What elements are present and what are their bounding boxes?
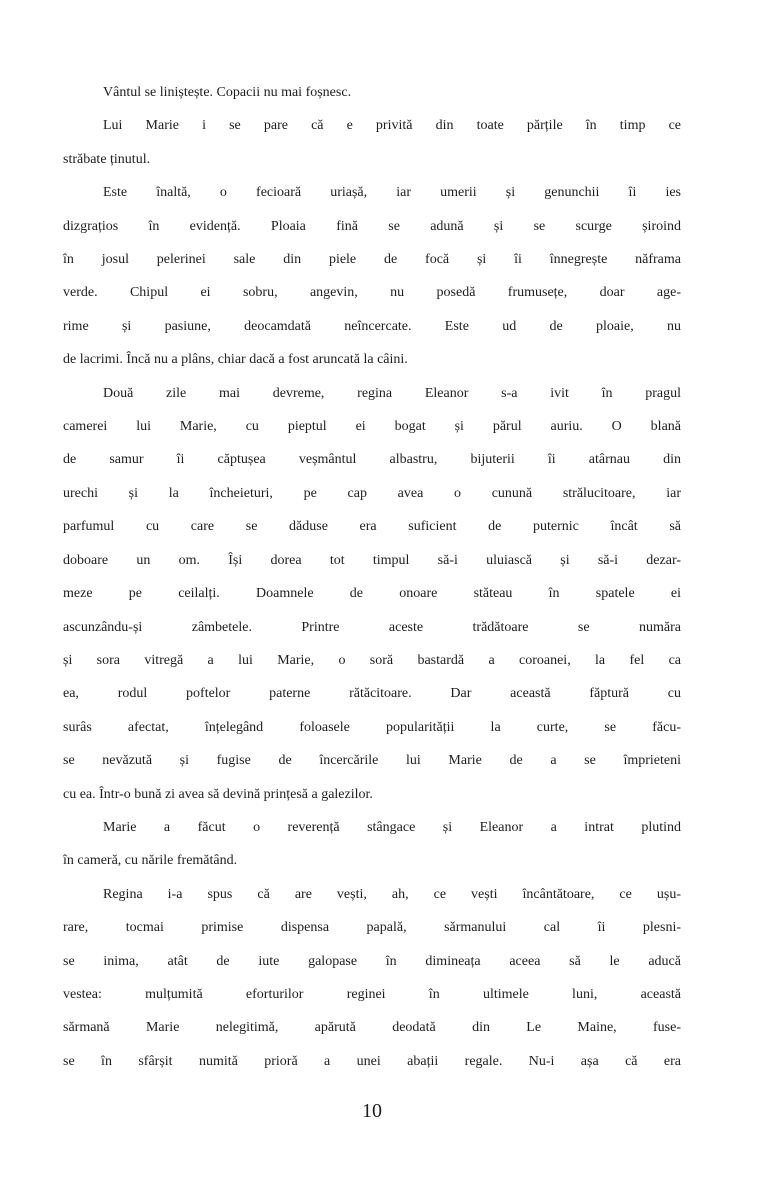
text-line: meze pe ceilalți. Doamnele de onoare stăteau în spatele ei [63, 586, 681, 602]
text-line: ea, rodul poftelor paterne rătăcitoare. Dar această făptură cu [63, 686, 681, 702]
text-line: cu ea. Într-o bună zi avea să devină prințesă a galezilor. [63, 786, 373, 802]
text-line: rime și pasiune, deocamdată neîncercate. Este ud de ploaie, nu [63, 318, 681, 334]
text-line: și sora vitregă a lui Marie, o soră bastardă a coroanei, la fel ca [63, 652, 681, 668]
text-line: se nevăzută și fugise de încercările lui Marie de a se împrieteni [63, 753, 681, 769]
text-line: Două zile mai devreme, regina Eleanor s-a ivit în pragul [103, 385, 681, 401]
text-line: sărmană Marie nelegitimă, apărută deodată din Le Maine, fuse- [63, 1020, 681, 1036]
text-line: parfumul cu care se dăduse era suficient de puternic încât să [63, 519, 681, 535]
text-line: Vântul se liniștește. Copacii nu mai foșnesc. [103, 85, 352, 100]
text-line: Este înaltă, o fecioară uriașă, iar umerii și genunchii îi ies [103, 185, 681, 201]
text-line: vestea: mulțumită eforturilor reginei în ultimele luni, această [63, 986, 681, 1002]
text-line: urechi și la încheieturi, pe cap avea o cunună strălucitoare, iar [63, 485, 681, 501]
text-line: în cameră, cu nările fremătând. [63, 853, 238, 869]
text-line: străbate ținutul. [63, 151, 151, 167]
text-line: de lacrimi. Încă nu a plâns, chiar dacă a fost aruncată la câini. [63, 352, 408, 368]
text-line: Lui Marie i se pare că e privită din toate părțile în timp ce [103, 118, 681, 134]
text-line: rare, tocmai primise dispensa papală, sărmanului cal îi plesni- [63, 920, 681, 936]
text-line: Regina i-a spus că are vești, ah, ce vești încântătoare, ce ușu- [103, 886, 681, 902]
text-line: se inima, atât de iute galopase în dimineața aceea să le aducă [63, 953, 681, 969]
text-line: în josul pelerinei sale din piele de focă și îi înnegrește năframa [63, 252, 681, 268]
page-text [63, 76, 681, 1078]
text-line: Marie a făcut o reverență stângace și Eleanor a intrat plutind [103, 819, 681, 835]
text-line: camerei lui Marie, cu pieptul ei bogat și părul auriu. O blană [63, 419, 681, 435]
text-line: dizgrațios în evidență. Ploaia fină se adună și se scurge șiroind [63, 218, 681, 234]
text-line: de samur îi căptușea veșmântul albastru, bijuterii îi atârnau din [63, 452, 681, 468]
text-line: verde. Chipul ei sobru, angevin, nu posedă frumusețe, doar age- [63, 285, 681, 301]
text-line: ascunzându-și zâmbetele. Printre aceste trădătoare se număra [63, 619, 681, 635]
text-line: surâs afectat, înțelegând foloasele popularității la curte, se făcu- [63, 719, 681, 735]
text-line: se în sfârșit numită prioră a unei abații regale. Nu-i așa că era [63, 1053, 681, 1069]
page-number: 10 [362, 1100, 382, 1122]
text-line: doboare un om. Își dorea tot timpul să-i uluiască și să-i dezar- [63, 552, 681, 568]
